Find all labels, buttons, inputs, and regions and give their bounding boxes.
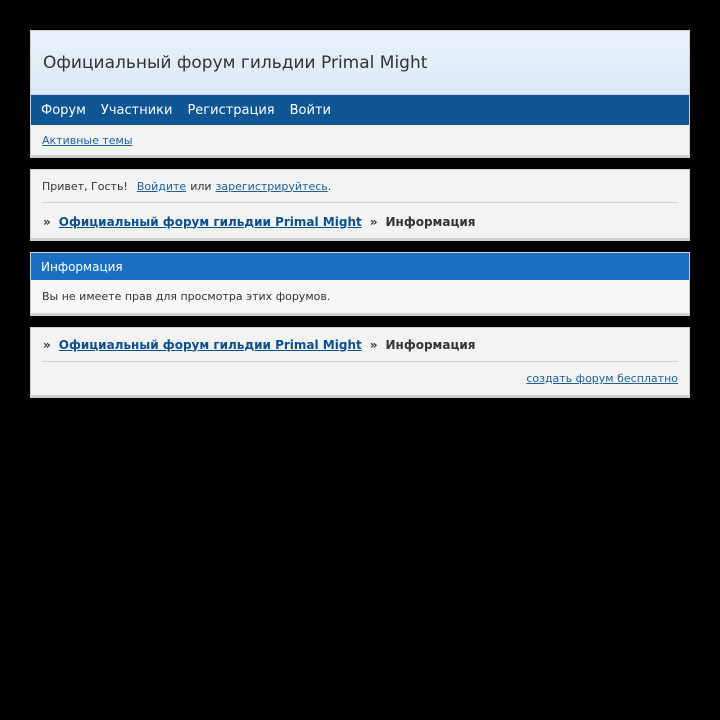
nav-item-register[interactable]: Регистрация <box>187 102 275 118</box>
info-block <box>30 252 690 316</box>
nav-item-forum[interactable]: Форум <box>41 102 86 118</box>
nav-item-login[interactable]: Войти <box>289 102 331 118</box>
header <box>30 30 690 158</box>
bottom-panel <box>30 327 690 398</box>
site-title: Официальный форум гильдии Primal Might <box>43 52 428 73</box>
breadcrumb-arrow-2: » <box>369 337 378 352</box>
breadcrumb-current: Информация <box>385 214 476 229</box>
page-wrapper <box>30 30 690 398</box>
sub-nav <box>31 125 689 155</box>
title-area <box>31 31 689 95</box>
breadcrumb-bottom <box>42 328 678 362</box>
breadcrumb-forum-link[interactable]: Официальный форум гильдии Primal Might <box>58 214 362 229</box>
greeting-period: . <box>327 179 332 193</box>
info-message: Вы не имеете прав для просмотра этих форумов. <box>42 290 331 303</box>
breadcrumb-current: Информация <box>385 337 476 352</box>
breadcrumb-arrow: » <box>43 337 51 352</box>
greeting-text: Привет, Гость! <box>42 179 128 193</box>
login-link[interactable]: Войдите <box>136 179 187 193</box>
greeting-line <box>42 170 678 203</box>
breadcrumb-arrow: » <box>43 214 51 229</box>
breadcrumb <box>42 203 678 240</box>
greeting-panel <box>30 169 690 241</box>
create-forum-link[interactable]: создать форум бесплатно <box>526 372 678 385</box>
register-link[interactable]: зарегистрируйтесь <box>215 179 328 193</box>
nav-item-members[interactable]: Участники <box>100 102 173 118</box>
footer <box>42 362 678 395</box>
info-heading: Информация <box>31 253 689 280</box>
greeting-or-text: или <box>190 179 212 193</box>
main-nav <box>31 95 689 125</box>
breadcrumb-arrow-2: » <box>369 214 378 229</box>
active-topics-link[interactable]: Активные темы <box>42 133 133 147</box>
breadcrumb-forum-link[interactable]: Официальный форум гильдии Primal Might <box>58 337 362 352</box>
